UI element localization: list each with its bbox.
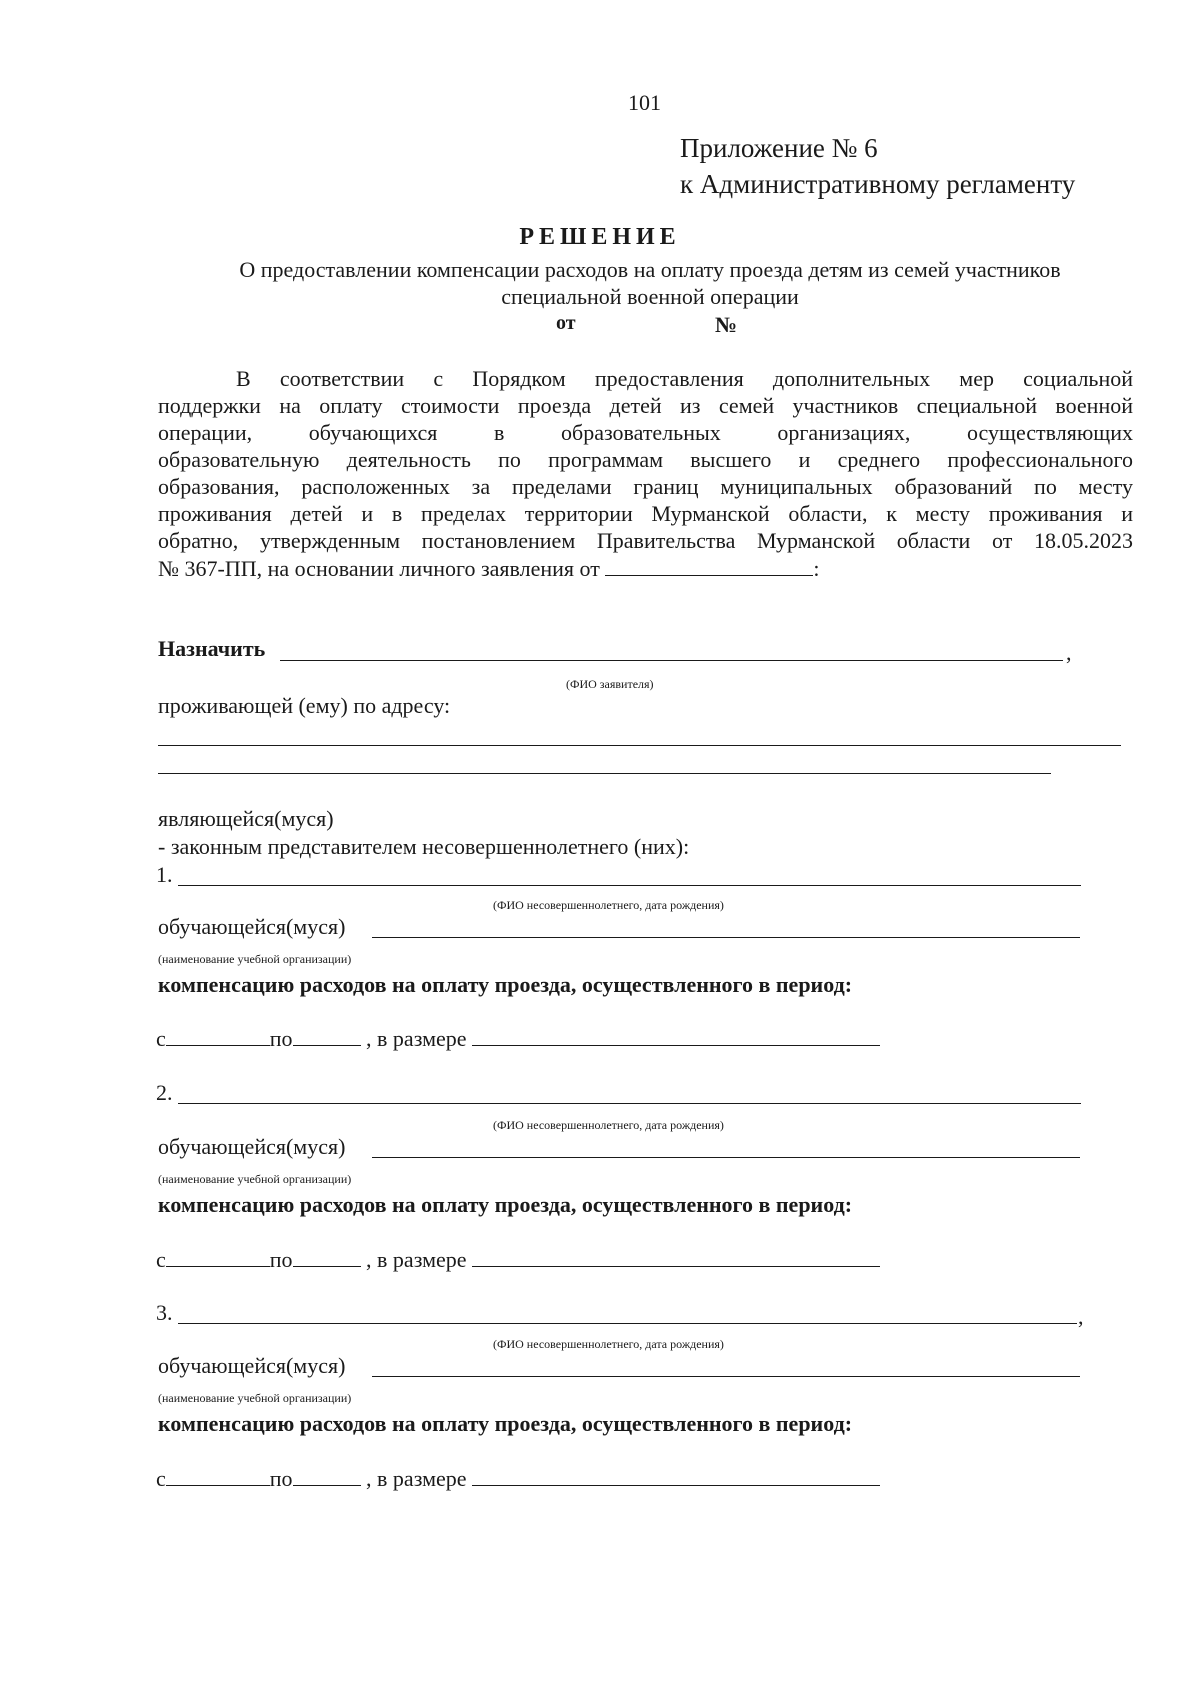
child-1-from-date-field[interactable]: [166, 1027, 270, 1046]
child-1-studying-label: обучающейся(муся): [158, 914, 346, 939]
being-label: являющейся(муся): [158, 806, 334, 831]
applicant-name-field[interactable]: [280, 660, 1063, 661]
address-field-line2[interactable]: [158, 773, 1051, 774]
decision-date-label: от: [556, 312, 576, 334]
paragraph-line: образовательную деятельность по программам высшего и среднего профессионального: [158, 447, 1133, 472]
child-3-from-label: с: [156, 1466, 166, 1491]
paragraph-last-line: [158, 556, 820, 582]
child-3-name-caption: (ФИО несовершеннолетнего, дата рождения): [493, 1337, 724, 1351]
child-number: 2.: [156, 1080, 173, 1105]
child-2-organization-caption: (наименование учебной организации): [158, 1172, 352, 1186]
child-2-name-caption: (ФИО несовершеннолетнего, дата рождения): [493, 1118, 724, 1132]
child-3-period-row: [156, 1466, 880, 1492]
child-1-name-caption: (ФИО несовершеннолетнего, дата рождения): [493, 898, 724, 912]
child-3-to-date-field[interactable]: [293, 1467, 361, 1486]
child-2-period-row: [156, 1247, 880, 1273]
assign-label: Назначить: [158, 636, 266, 661]
paragraph-tail: :: [813, 556, 820, 581]
child-2-studying-label: обучающейся(муся): [158, 1134, 346, 1159]
document-subtitle-line1: О предоставлении компенсации расходов на оплату проезда детям из семей участников: [239, 257, 1061, 282]
paragraph-line: В соответствии с Порядком предоставления дополнительных мер социальной: [236, 366, 1133, 391]
paragraph-line: обратно, утвержденным постановлением Правительства Мурманской области от 18.05.2023: [158, 528, 1133, 553]
child-1-organization-field[interactable]: [372, 937, 1080, 938]
applicant-name-caption: (ФИО заявителя): [566, 677, 654, 691]
document-subtitle-line2: специальной военной операции: [501, 284, 799, 309]
child-3-amount-label: , в размере: [366, 1466, 467, 1491]
child-3-organization-field[interactable]: [372, 1376, 1080, 1377]
child-3-from-date-field[interactable]: [166, 1467, 270, 1486]
child-number: 1.: [156, 862, 173, 887]
child-1-to-date-field[interactable]: [293, 1027, 361, 1046]
child-2-to-date-field[interactable]: [293, 1248, 361, 1267]
child-1-to-label: по: [269, 1026, 293, 1051]
child-1-name-field[interactable]: [178, 885, 1081, 886]
child-1-period-row: [156, 1026, 880, 1052]
page-number: 101: [628, 90, 661, 115]
child-number: 3.: [156, 1300, 173, 1325]
child-3-name-field[interactable]: [178, 1323, 1077, 1324]
assign-tail: ,: [1066, 640, 1072, 665]
child-3-studying-label: обучающейся(муся): [158, 1353, 346, 1378]
child-3-organization-caption: (наименование учебной организации): [158, 1391, 352, 1405]
child-1-amount-field[interactable]: [472, 1027, 880, 1046]
child-1-compensation-label: компенсацию расходов на оплату проезда, осуществленного в период:: [158, 972, 853, 997]
child-1-from-label: с: [156, 1026, 166, 1051]
child-3-amount-field[interactable]: [472, 1467, 880, 1486]
address-label: проживающей (ему) по адресу:: [158, 693, 451, 718]
address-field-line1[interactable]: [158, 745, 1121, 746]
child-2-amount-label: , в размере: [366, 1247, 467, 1272]
child-2-amount-field[interactable]: [472, 1248, 880, 1267]
representative-label: - законным представителем несовершеннолетнего (них):: [158, 834, 690, 859]
child-3-compensation-label: компенсацию расходов на оплату проезда, осуществленного в период:: [158, 1411, 853, 1436]
child-2-to-label: по: [269, 1247, 293, 1272]
child-1-organization-caption: (наименование учебной организации): [158, 952, 352, 966]
child-1-amount-label: , в размере: [366, 1026, 467, 1051]
appendix-number: Приложение № 6: [680, 133, 878, 163]
child-3-name-tail: ,: [1078, 1304, 1084, 1329]
paragraph-line: операции, обучающихся в образовательных организациях, осуществляющих: [158, 420, 1133, 445]
decision-number-label: №: [715, 312, 738, 337]
child-2-compensation-label: компенсацию расходов на оплату проезда, осуществленного в период:: [158, 1192, 853, 1217]
child-2-name-field[interactable]: [178, 1103, 1081, 1104]
application-date-field[interactable]: [605, 557, 813, 576]
paragraph-line: поддержки на оплату стоимости проезда детей из семей участников специальной военной: [158, 393, 1133, 418]
appendix-reference: к Административному регламенту: [680, 169, 1076, 199]
paragraph-line: образования, расположенных за пределами границ муниципальных образований по месту: [158, 474, 1133, 499]
child-2-from-date-field[interactable]: [166, 1248, 270, 1267]
child-2-from-label: с: [156, 1247, 166, 1272]
child-2-organization-field[interactable]: [372, 1157, 1080, 1158]
paragraph-line: проживания детей и в пределах территории Мурманской области, к месту проживания и: [158, 501, 1133, 526]
child-3-to-label: по: [269, 1466, 293, 1491]
document-title: РЕШЕНИЕ: [519, 224, 681, 250]
paragraph-line: № 367-ПП, на основании личного заявления от: [158, 556, 600, 581]
